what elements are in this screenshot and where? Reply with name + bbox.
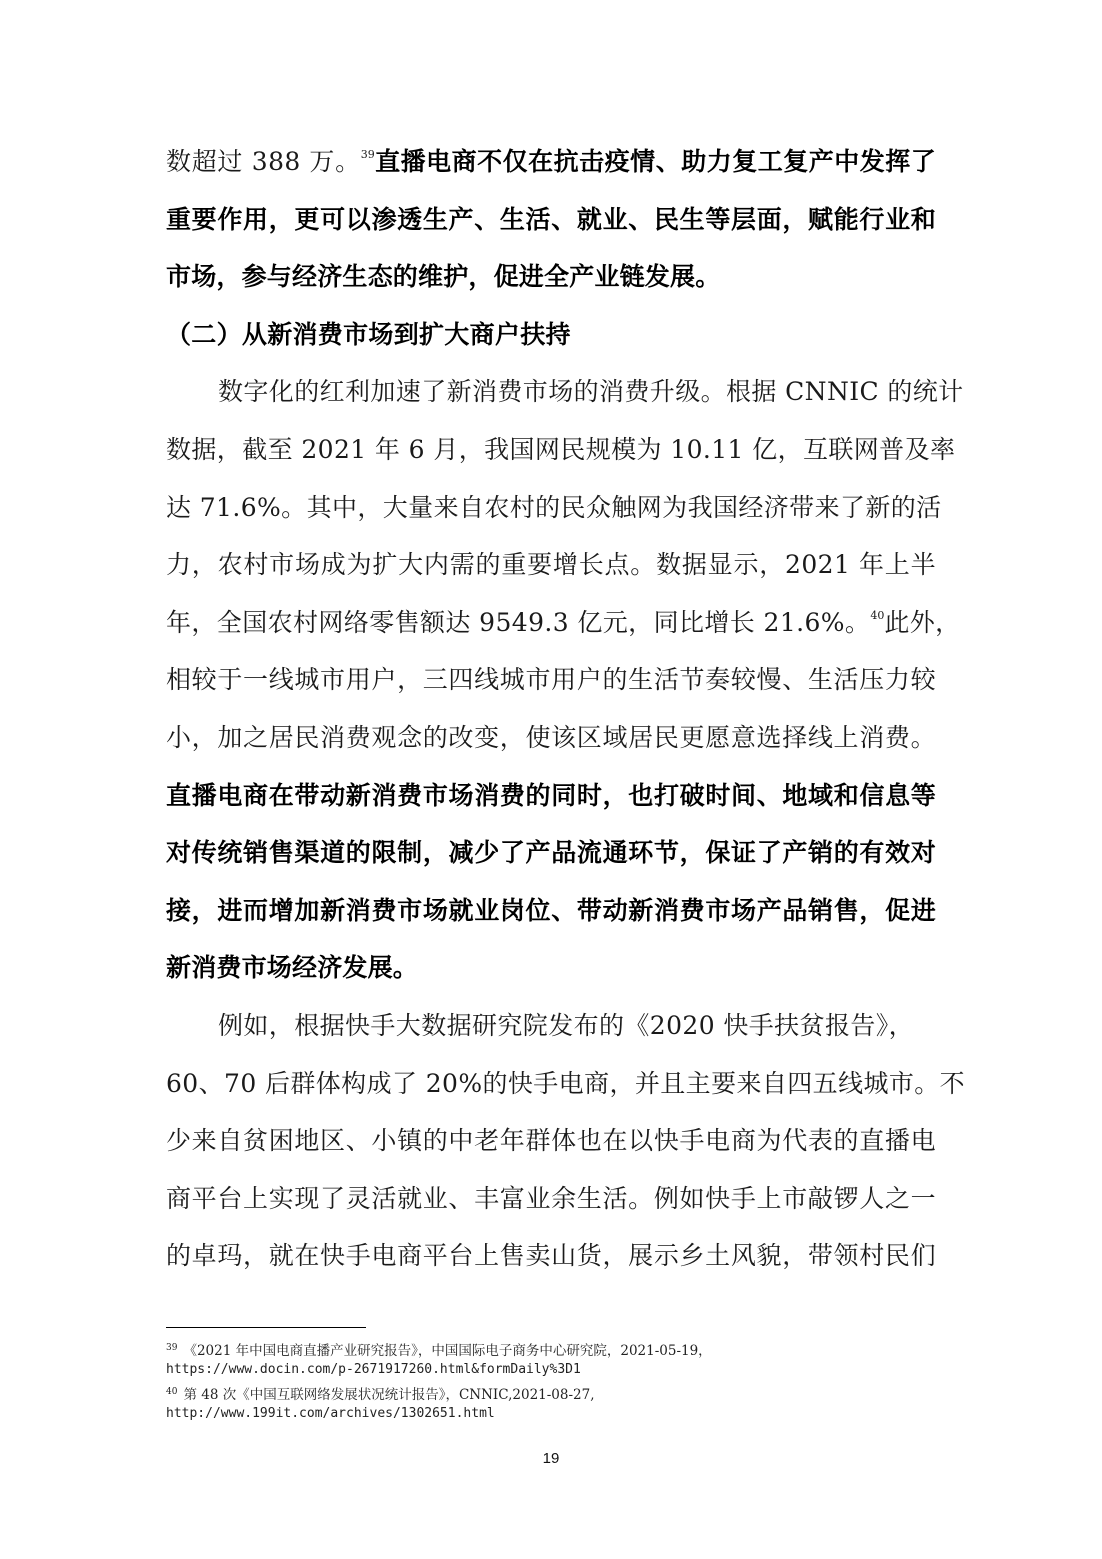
text-span: 少来自贫困地区、小镇的中老年群体也在以快手电商为代表的直播电 xyxy=(166,1126,936,1156)
text-line xyxy=(218,1006,936,1046)
text-span: 直播电商不仅在抗击疫情、助力复工复产中发挥了 xyxy=(374,147,936,176)
text-line xyxy=(166,142,936,182)
text-span: 市场，参与经济生态的维护，促进全产业链发展。 xyxy=(166,262,721,292)
text-line xyxy=(166,1121,936,1161)
text-line xyxy=(166,660,936,700)
text-line xyxy=(166,257,936,297)
text-span: 小，加之居民消费观念的改变，使该区域居民更愿意选择线上消费。 xyxy=(166,723,936,752)
text-span: 对传统销售渠道的限制，减少了产品流通环节，保证了产销的有效对 xyxy=(166,838,936,868)
text-line xyxy=(166,545,936,585)
text-span: 力，农村市场成为扩大内需的重要增长点。数据显示，2021 年上半 xyxy=(166,550,936,580)
text-span: 数据，截至 2021 年 6 月，我国网民规模为 10.11 亿，互联网普及率 xyxy=(166,435,956,464)
text-span: 达 71.6%。其中，大量来自农村的民众触网为我国经济带来了新的活 xyxy=(166,492,942,522)
footnote-39 xyxy=(166,1339,712,1360)
text-line xyxy=(166,833,936,873)
text-span: 60、70 后群体构成了 20%的快手电商，并且主要来自四五线城市。不 xyxy=(166,1068,966,1098)
text-span: 数字化的红利加速了新消费市场的消费升级。根据 CNNIC 的统计 xyxy=(218,377,964,407)
text-line xyxy=(166,891,936,931)
text-line xyxy=(166,603,961,643)
text-line xyxy=(166,430,956,470)
footnote-39-url[interactable]: https://www.docin.com/p-2671917260.html&formDaily%3D1 xyxy=(166,1362,581,1377)
page-number: 19 xyxy=(542,1450,560,1467)
text-span: 直播电商在带动新消费市场消费的同时，也打破时间、地域和信息等 xyxy=(166,780,936,810)
footnote-separator xyxy=(166,1327,366,1328)
footnote-number: 40 xyxy=(166,1387,178,1397)
text-line xyxy=(166,488,942,528)
text-line xyxy=(166,1236,936,1276)
footnote-ref[interactable]: 39 xyxy=(360,148,375,161)
text-span: 例如，根据快手大数据研究院发布的《2020 快手扶贫报告》， xyxy=(218,1011,915,1040)
text-span: （二）从新消费市场到扩大商户扶持 xyxy=(166,319,571,349)
footnote-text: 第 48 次《中国互联网络发展状况统计报告》，CNNIC,2021-08-27, xyxy=(183,1387,595,1403)
text-span: 商平台上实现了灵活就业、丰富业余生活。例如快手上市敲锣人之一 xyxy=(166,1183,936,1213)
text-span: 相较于一线城市用户，三四线城市用户的生活节奏较慢、生活压力较 xyxy=(166,665,936,695)
footnote-number: 39 xyxy=(166,1343,178,1353)
text-line xyxy=(166,200,936,240)
text-span: 数超过 388 万。 xyxy=(166,147,361,176)
text-line xyxy=(166,1179,936,1219)
footnote-text: 《2021 年中国电商直播产业研究报告》，中国国际电子商务中心研究院，2021-05-19， xyxy=(183,1343,712,1359)
text-line xyxy=(166,718,936,758)
text-line xyxy=(166,1064,966,1104)
text-span: 此外， xyxy=(884,607,961,637)
text-span: 新消费市场经济发展。 xyxy=(166,953,419,983)
section-heading xyxy=(166,315,936,355)
text-span: 接，进而增加新消费市场就业岗位、带动新消费市场产品销售，促进 xyxy=(166,895,936,925)
text-span: 年，全国农村网络零售额达 9549.3 亿元，同比增长 21.6%。 xyxy=(166,607,871,637)
text-line xyxy=(218,372,964,412)
text-line xyxy=(166,776,936,816)
footnote-ref[interactable]: 40 xyxy=(870,608,885,622)
footnote-40 xyxy=(166,1383,595,1404)
text-span: 的卓玛，就在快手电商平台上售卖山货，展示乡土风貌，带领村民们 xyxy=(166,1241,936,1271)
text-span: 重要作用，更可以渗透生产、生活、就业、民生等层面，赋能行业和 xyxy=(166,204,936,234)
footnote-40-url[interactable]: http://www.199it.com/archives/1302651.html xyxy=(166,1406,495,1421)
text-line xyxy=(166,948,936,988)
